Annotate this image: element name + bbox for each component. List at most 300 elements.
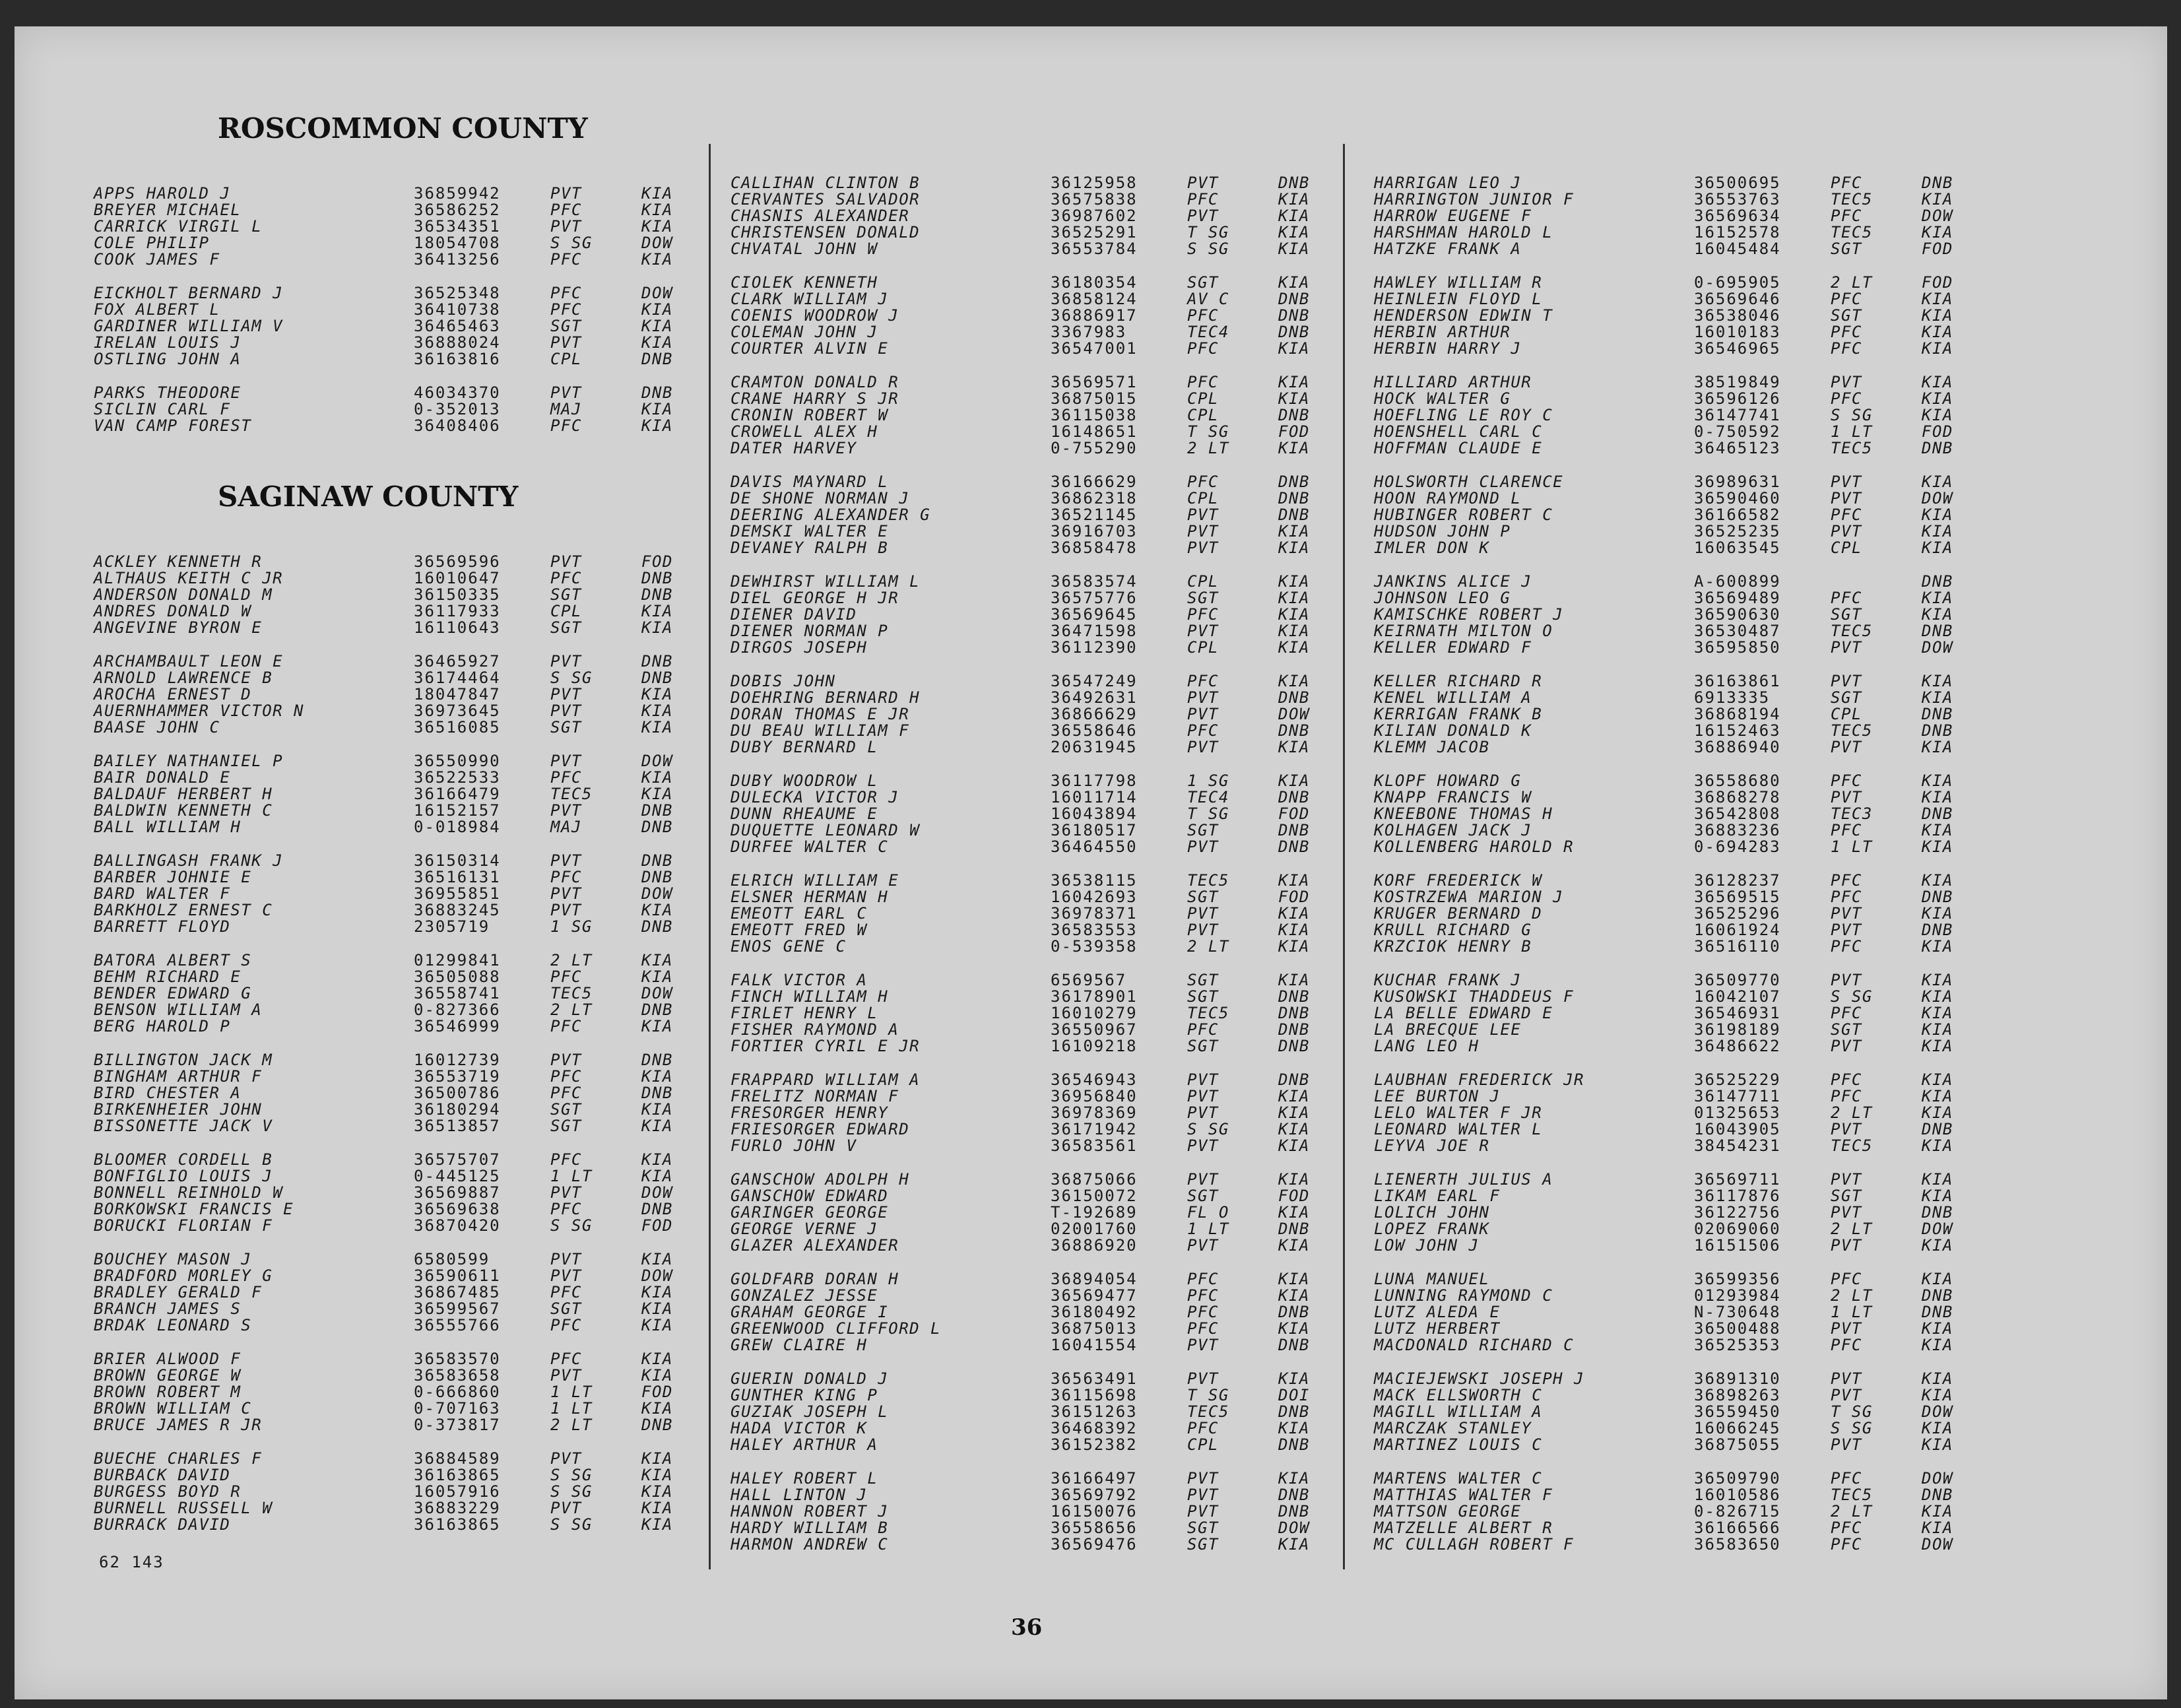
status-code: DNB <box>1922 888 1953 906</box>
serial-number: 36858124 <box>1051 290 1138 308</box>
rank: PFC <box>1831 888 1862 906</box>
status-code: KIA <box>1922 406 1953 424</box>
rank: TEC5 <box>1831 439 1873 457</box>
status-code: KIA <box>1922 672 1953 690</box>
serial-number: 36875015 <box>1051 389 1138 408</box>
rank: PVT <box>550 1449 582 1468</box>
status-code: KIA <box>1922 1170 1953 1189</box>
list-item <box>731 1371 1344 1387</box>
status-code: KIA <box>641 250 673 269</box>
rank: SGT <box>1187 1535 1219 1554</box>
list-item <box>731 1404 1344 1420</box>
soldier-name: KNEEBONE THOMAS H <box>1374 805 1553 823</box>
rank: PVT <box>1187 506 1219 524</box>
soldier-name: LIKAM EARL F <box>1374 1187 1501 1205</box>
list-item <box>94 719 701 736</box>
entry-group <box>1374 972 1994 1055</box>
status-code: KIA <box>1922 971 1953 989</box>
rank: TEC5 <box>1831 1486 1873 1504</box>
list-item <box>731 308 1344 324</box>
serial-number: 0-750592 <box>1694 422 1781 441</box>
list-item <box>94 1317 701 1334</box>
status-code: DNB <box>1922 174 1953 192</box>
list-item <box>1374 341 1994 357</box>
list-item <box>94 1451 701 1467</box>
status-code: KIA <box>1922 1087 1953 1105</box>
serial-number: 01325653 <box>1694 1103 1781 1122</box>
serial-number: 0-018984 <box>414 818 501 836</box>
list-item <box>731 424 1344 440</box>
soldier-name: BOUCHEY MASON J <box>94 1250 252 1268</box>
soldier-name: HARDY WILLIAM B <box>731 1519 889 1537</box>
status-code: DOW <box>641 1266 673 1285</box>
entry-group <box>731 773 1344 855</box>
status-code: DNB <box>641 1001 673 1019</box>
list-item <box>731 1271 1344 1288</box>
list-item <box>94 1085 701 1101</box>
soldier-name: HOFFMAN CLAUDE E <box>1374 439 1543 457</box>
serial-number: 36987602 <box>1051 207 1138 225</box>
serial-number: 36468392 <box>1051 1419 1138 1437</box>
rank: PFC <box>1187 1319 1219 1338</box>
status-code: KIA <box>1278 772 1310 790</box>
serial-number: 38454231 <box>1694 1136 1781 1155</box>
document-page <box>15 26 2167 1699</box>
soldier-name: CRONIN ROBERT W <box>731 406 889 424</box>
soldier-name: BRADLEY GERALD F <box>94 1283 263 1301</box>
status-code: DNB <box>641 669 673 687</box>
column-2 <box>731 175 1344 1570</box>
soldier-name: KUSOWSKI THADDEUS F <box>1374 987 1575 1006</box>
list-item <box>731 673 1344 690</box>
rank: PFC <box>1187 1020 1219 1039</box>
serial-number: 36868194 <box>1694 705 1781 723</box>
serial-number: 0-695905 <box>1694 273 1781 292</box>
status-code: KIA <box>1278 971 1310 989</box>
soldier-name: MARTENS WALTER C <box>1374 1469 1543 1488</box>
serial-number: 0-826715 <box>1694 1502 1781 1521</box>
status-code: DNB <box>1278 721 1310 740</box>
serial-number: 36174464 <box>414 669 501 687</box>
serial-number: 36413256 <box>414 250 501 269</box>
status-code: KIA <box>641 702 673 720</box>
status-code: DOW <box>641 884 673 903</box>
serial-number: 36521145 <box>1051 506 1138 524</box>
status-code: DNB <box>1922 721 1953 740</box>
entry-group <box>731 1271 1344 1354</box>
list-item <box>1374 523 1994 540</box>
rank: CPL <box>550 602 582 620</box>
serial-number: 36558680 <box>1694 772 1781 790</box>
list-item <box>1374 889 1994 905</box>
status-code: KIA <box>1922 688 1953 707</box>
serial-number: 36858478 <box>1051 539 1138 557</box>
rank: CPL <box>1187 489 1219 508</box>
status-code: KIA <box>641 685 673 704</box>
status-code: KIA <box>1922 838 1953 856</box>
soldier-name: BORUCKI FLORIAN F <box>94 1216 273 1235</box>
serial-number: 36583553 <box>1051 921 1138 939</box>
status-code: KIA <box>1278 240 1310 258</box>
serial-number: 18047847 <box>414 685 501 704</box>
status-code: KIA <box>1922 339 1953 358</box>
soldier-name: DUBY WOODROW L <box>731 772 878 790</box>
rank: TEC4 <box>1187 323 1229 341</box>
rank: 1 LT <box>550 1167 593 1185</box>
serial-number: 16109218 <box>1051 1037 1138 1055</box>
list-item <box>731 191 1344 208</box>
soldier-name: FINCH WILLIAM H <box>731 987 889 1006</box>
soldier-name: CRAMTON DONALD R <box>731 373 899 391</box>
list-item <box>731 1437 1344 1453</box>
entry-group <box>1374 1072 1994 1154</box>
soldier-name: LANG LEO H <box>1374 1037 1480 1055</box>
serial-number: 36180492 <box>1051 1303 1138 1321</box>
rank: PFC <box>550 1283 582 1301</box>
list-item <box>1374 1371 1994 1387</box>
soldier-name: GONZALEZ JESSE <box>731 1286 878 1305</box>
rank: MAJ <box>550 400 582 418</box>
rank: PVT <box>1187 705 1219 723</box>
serial-number: 16150076 <box>1051 1502 1138 1521</box>
soldier-name: HOLSWORTH CLARENCE <box>1374 473 1564 491</box>
rank: PVT <box>1187 539 1219 557</box>
status-code: KIA <box>641 1316 673 1334</box>
serial-number: 36538115 <box>1051 871 1138 890</box>
serial-number: 16042107 <box>1694 987 1781 1006</box>
list-item <box>94 1484 701 1500</box>
serial-number: 2305719 <box>414 917 490 936</box>
soldier-name: KOLLENBERG HAROLD R <box>1374 838 1575 856</box>
status-code: FOD <box>1922 422 1953 441</box>
serial-number: 36166582 <box>1694 506 1781 524</box>
soldier-name: SICLIN CARL F <box>94 400 231 418</box>
status-code: KIA <box>1278 207 1310 225</box>
rank: T SG <box>1187 805 1229 823</box>
serial-number: 36547249 <box>1051 672 1138 690</box>
status-code: DNB <box>1922 705 1953 723</box>
soldier-name: BEHM RICHARD E <box>94 968 242 986</box>
serial-number: 36525229 <box>1694 1070 1781 1089</box>
soldier-name: BURBACK DAVID <box>94 1466 231 1484</box>
serial-number: 36870420 <box>414 1216 501 1235</box>
list-item <box>1374 1188 1994 1204</box>
soldier-name: OSTLING JOHN A <box>94 350 242 368</box>
list-item <box>1374 308 1994 324</box>
serial-number: 36513857 <box>414 1117 501 1135</box>
serial-number: 36509770 <box>1694 971 1781 989</box>
soldier-name: KAMISCHKE ROBERT J <box>1374 605 1564 624</box>
rank: S SG <box>550 669 593 687</box>
soldier-name: LOW JOHN J <box>1374 1236 1480 1255</box>
rank: PFC <box>1831 339 1862 358</box>
entry-group <box>94 1351 701 1433</box>
serial-number: 36894054 <box>1051 1270 1138 1288</box>
status-code: KIA <box>641 1399 673 1418</box>
rank: SGT <box>1187 971 1219 989</box>
list-item <box>1374 623 1994 640</box>
serial-number: 16066245 <box>1694 1419 1781 1437</box>
rank: PVT <box>1187 904 1219 923</box>
serial-number: 36525296 <box>1694 904 1781 923</box>
rank: S SG <box>550 234 593 252</box>
list-item <box>94 351 701 368</box>
serial-number: 36563491 <box>1051 1369 1138 1388</box>
soldier-name: KOLHAGEN JACK J <box>1374 821 1532 839</box>
serial-number: 36569638 <box>414 1200 501 1218</box>
rank: PVT <box>550 752 582 770</box>
status-code: DOW <box>1278 1519 1310 1537</box>
entry-group <box>1374 474 1994 556</box>
soldier-name: ACKLEY KENNETH R <box>94 552 263 571</box>
serial-number: 36546965 <box>1694 339 1781 358</box>
list-item <box>94 1068 701 1085</box>
soldier-name: BARD WALTER F <box>94 884 231 903</box>
entry-group <box>1374 872 1994 955</box>
serial-number: 36569596 <box>414 552 501 571</box>
soldier-name: HANNON ROBERT J <box>731 1502 889 1521</box>
serial-number: 36500695 <box>1694 174 1781 192</box>
list-item <box>731 1237 1344 1254</box>
soldier-name: CHVATAL JOHN W <box>731 240 878 258</box>
entry-group <box>94 185 701 268</box>
entry-group <box>94 952 701 1035</box>
list-item <box>731 224 1344 241</box>
rank: SGT <box>550 718 582 737</box>
status-code: KIA <box>1278 273 1310 292</box>
soldier-name: JANKINS ALICE J <box>1374 572 1532 591</box>
soldier-name: DEWHIRST WILLIAM L <box>731 572 921 591</box>
entry-group <box>1374 673 1994 756</box>
rank: 2 LT <box>1831 1220 1873 1238</box>
status-code: KIA <box>1922 290 1953 308</box>
list-item <box>94 1517 701 1533</box>
serial-number: 0-827366 <box>414 1001 501 1019</box>
serial-number: 36596126 <box>1694 389 1781 408</box>
rank: PVT <box>1187 1170 1219 1189</box>
status-code: DOW <box>1922 1535 1953 1554</box>
soldier-name: GUERIN DONALD J <box>731 1369 889 1388</box>
rank: TEC5 <box>1187 1402 1229 1421</box>
rank: PVT <box>1187 1336 1219 1354</box>
rank: PVT <box>1187 1087 1219 1105</box>
list-item <box>94 335 701 351</box>
rank: PVT <box>550 1366 582 1385</box>
rank: PVT <box>1831 921 1862 939</box>
serial-number: 36583658 <box>414 1366 501 1385</box>
rank: PFC <box>1187 672 1219 690</box>
soldier-name: BRUCE JAMES R JR <box>94 1416 263 1434</box>
status-code: DNB <box>641 350 673 368</box>
list-item <box>731 1038 1344 1055</box>
serial-number: 36166629 <box>1051 473 1138 491</box>
serial-number: 36486622 <box>1694 1037 1781 1055</box>
list-item <box>731 773 1344 789</box>
status-code: KIA <box>1922 937 1953 956</box>
list-item <box>94 603 701 620</box>
soldier-name: HENDERSON EDWIN T <box>1374 306 1553 325</box>
entry-group <box>1374 574 1994 656</box>
soldier-name: ELSNER HERMAN H <box>731 888 889 906</box>
rank: PFC <box>1187 605 1219 624</box>
serial-number: 18054708 <box>414 234 501 252</box>
soldier-name: HOCK WALTER G <box>1374 389 1511 408</box>
rank: PFC <box>550 416 582 435</box>
serial-number: 16110643 <box>414 618 501 637</box>
entry-group <box>731 374 1344 457</box>
list-item <box>94 1185 701 1201</box>
soldier-name: BISSONETTE JACK V <box>94 1117 273 1135</box>
serial-number: 36465927 <box>414 652 501 671</box>
status-code: FOD <box>1278 422 1310 441</box>
list-item <box>731 241 1344 257</box>
entry-group <box>731 972 1344 1055</box>
list-item <box>1374 1420 1994 1437</box>
status-code: DNB <box>641 1416 673 1434</box>
rank: PVT <box>1831 373 1862 391</box>
serial-number: 36866629 <box>1051 705 1138 723</box>
status-code: KIA <box>641 1515 673 1534</box>
soldier-name: GLAZER ALEXANDER <box>731 1236 899 1255</box>
soldier-name: LA BELLE EDWARD E <box>1374 1004 1553 1022</box>
status-code: FOD <box>641 1216 673 1235</box>
soldier-name: KILIAN DONALD K <box>1374 721 1532 740</box>
serial-number: N-730648 <box>1694 1303 1781 1321</box>
list-item <box>1374 1437 1994 1453</box>
status-code: KIA <box>641 1283 673 1301</box>
rank: PVT <box>550 1499 582 1517</box>
status-code: KIA <box>641 416 673 435</box>
rank: SGT <box>1831 1020 1862 1039</box>
rank: PFC <box>1831 1270 1862 1288</box>
status-code: KIA <box>1278 1170 1310 1189</box>
soldier-name: GOLDFARB DORAN H <box>731 1270 899 1288</box>
soldier-name: BERG HAROLD P <box>94 1017 231 1035</box>
status-code: KIA <box>1922 1236 1953 1255</box>
status-code: DNB <box>641 383 673 402</box>
status-code: KIA <box>1922 1502 1953 1521</box>
status-code: KIA <box>1922 1004 1953 1022</box>
serial-number: 36410738 <box>414 300 501 319</box>
list-item <box>1374 806 1994 822</box>
soldier-name: COLEMAN JOHN J <box>731 323 878 341</box>
list-item <box>731 1088 1344 1105</box>
soldier-name: LUNNING RAYMOND C <box>1374 1286 1553 1305</box>
serial-number: 36575838 <box>1051 190 1138 209</box>
list-item <box>731 590 1344 607</box>
soldier-name: CHRISTENSEN DONALD <box>731 223 921 242</box>
rank: PFC <box>1831 290 1862 308</box>
soldier-name: MATZELLE ALBERT R <box>1374 1519 1553 1537</box>
list-item <box>94 1218 701 1234</box>
soldier-name: HARRINGTON JUNIOR F <box>1374 190 1575 209</box>
soldier-name: GANSCHOW EDWARD <box>731 1187 889 1205</box>
list-item <box>94 1168 701 1185</box>
list-item <box>731 208 1344 224</box>
serial-number: 16010586 <box>1694 1486 1781 1504</box>
serial-number: 36875013 <box>1051 1319 1138 1338</box>
soldier-name: DIRGOS JOSEPH <box>731 638 868 657</box>
soldier-name: LEONARD WALTER L <box>1374 1120 1543 1138</box>
status-code: FOD <box>1922 273 1953 292</box>
list-item <box>731 1188 1344 1204</box>
status-code: KIA <box>1278 439 1310 457</box>
soldier-name: HUBINGER ROBERT C <box>1374 506 1553 524</box>
status-code: KIA <box>641 618 673 637</box>
soldier-name: GUZIAK JOSEPH L <box>731 1402 889 1421</box>
soldier-name: GUNTHER KING P <box>731 1386 878 1404</box>
soldier-name: BRIER ALWOOD F <box>94 1350 242 1368</box>
rank: 2 LT <box>1831 1103 1873 1122</box>
soldier-name: GEORGE VERNE J <box>731 1220 878 1238</box>
status-code: DNB <box>1922 1303 1953 1321</box>
soldier-name: DIEL GEORGE H JR <box>731 589 899 607</box>
serial-number: 36151263 <box>1051 1402 1138 1421</box>
soldier-name: BALDAUF HERBERT H <box>94 785 273 803</box>
rank: PVT <box>550 884 582 903</box>
serial-number: 36147741 <box>1694 406 1781 424</box>
status-code: KIA <box>1278 638 1310 657</box>
serial-number: 16010279 <box>1051 1004 1138 1022</box>
rank: SGT <box>550 1117 582 1135</box>
status-code: KIA <box>1278 904 1310 923</box>
serial-number: 02001760 <box>1051 1220 1138 1238</box>
rank: PFC <box>1187 1286 1219 1305</box>
county-section <box>94 112 701 434</box>
serial-number: 36115038 <box>1051 406 1138 424</box>
serial-number: 36150335 <box>414 585 501 604</box>
serial-number: 36180294 <box>414 1100 501 1119</box>
serial-number: 36898263 <box>1694 1386 1781 1404</box>
status-code: KIA <box>1922 1319 1953 1338</box>
status-code: DNB <box>641 1084 673 1102</box>
rank: PVT <box>1187 174 1219 192</box>
list-item <box>94 1351 701 1367</box>
column-1 <box>94 112 701 1550</box>
serial-number: 36171942 <box>1051 1120 1138 1138</box>
list-item <box>1374 440 1994 457</box>
status-code: DOW <box>641 752 673 770</box>
rank: PFC <box>1831 1469 1862 1488</box>
entry-group <box>731 1072 1344 1154</box>
list-item <box>731 540 1344 556</box>
soldier-name: DU BEAU WILLIAM F <box>731 721 910 740</box>
rank: SGT <box>550 1100 582 1119</box>
list-item <box>1374 590 1994 607</box>
list-item <box>731 523 1344 540</box>
rank: PFC <box>550 1350 582 1368</box>
rank: CPL <box>1831 539 1862 557</box>
rank: SGT <box>1831 605 1862 624</box>
list-item <box>731 1171 1344 1188</box>
rank: SGT <box>1187 987 1219 1006</box>
serial-number: 0-539358 <box>1051 937 1138 956</box>
list-item <box>731 1288 1344 1304</box>
list-item <box>94 686 701 703</box>
rank: PFC <box>550 1017 582 1035</box>
list-item <box>1374 989 1994 1005</box>
status-code: DNB <box>1278 1070 1310 1089</box>
serial-number: 6913335 <box>1694 688 1771 707</box>
list-item <box>1374 407 1994 424</box>
rank: PVT <box>550 851 582 870</box>
soldier-name: GREW CLAIRE H <box>731 1336 868 1354</box>
entry-group <box>731 872 1344 955</box>
rank: PFC <box>1831 1519 1862 1537</box>
soldier-name: MACDONALD RICHARD C <box>1374 1336 1575 1354</box>
rank: S SG <box>1831 987 1873 1006</box>
status-code: DNB <box>1278 1020 1310 1039</box>
